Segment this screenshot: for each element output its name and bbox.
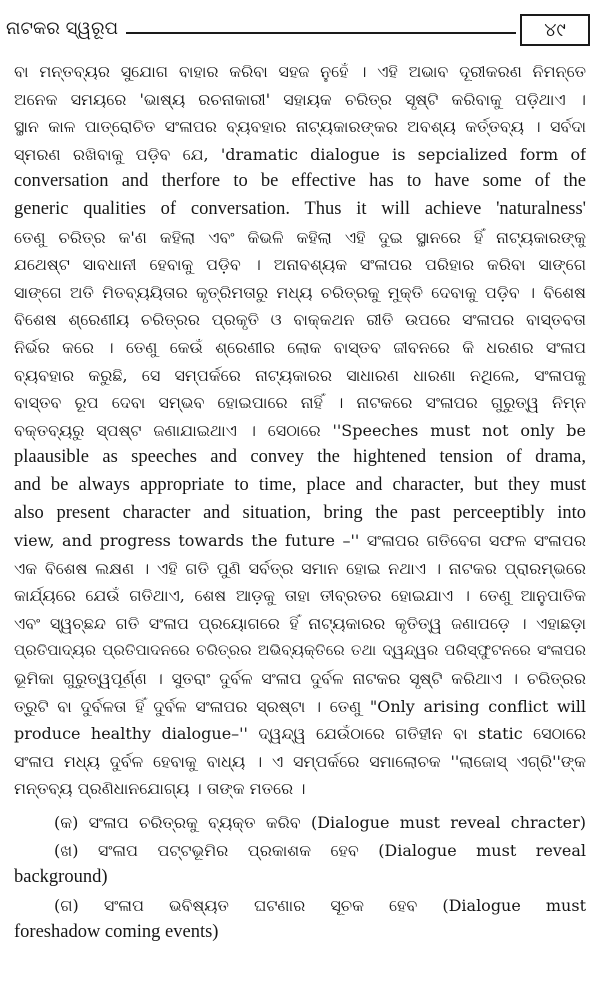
page-header (6, 14, 590, 48)
text-line: ବ୍ୟବହାର କରୁଛି, ସେ ସମ୍ପର୍କରେ ନାଟ୍ୟକାରର ସାଧାରଣ ଧାରଣା ନଥିଲେ, ସଂଳାପକୁ (14, 365, 586, 385)
running-head-title: ନାଟକର ସ୍ୱରୂପ (6, 18, 119, 39)
text-line: ପ୍ରତିପାଦ୍ୟର ପ୍ରତିପାଦନରେ ଚରିତ୍ରର ଅଭିବ୍ୟକ୍ତିରେ ତଥା ଦ୍ୱନ୍ଦ୍ୱର ପରିସ୍ଫୁଟନରେ ସଂଳାପର (14, 641, 586, 660)
text-line: plaausible as speeches and convey the hightened tension of drama, (14, 447, 586, 468)
text-line: ସ୍ଥାନ କାଳ ପାତ୍ରୋଚିତ ସଂଳାପର ବ୍ୟବହାର ନାଟ୍ୟକାରଙ୍କର ଅବଶ୍ୟ କର୍ତ୍ତବ୍ୟ । ସର୍ବଦା (14, 117, 586, 137)
text-line: and be always appropriate to time, place and character, but they must (14, 474, 586, 495)
text-line: view, and progress towards the future –'' ସଂଳାପର ଗତିବେଗ ସଫଳ ସଂଳାପର (14, 531, 586, 551)
list-item-continuation: foreshadow coming events) (14, 922, 219, 943)
text-line: ବା ମନ୍ତବ୍ୟର ସୁଯୋଗ ବାହାର କରିବା ସହଜ ନୁହେଁ । ଏହି ଅଭାବ ଦୂରୀକରଣ ନିମନ୍ତେ (14, 62, 586, 81)
text-line: ଭୂମିକା ଗୁରୁତ୍ୱପୂର୍ଣ୍ଣ । ସୁତରାଂ ଦୁର୍ବଳ ସଂଳାପ ଦୁର୍ବଳ ନାଟକର ସୃଷ୍ଟି କରିଥାଏ । ଚରିତ୍ରର (14, 669, 586, 689)
page-body (14, 58, 586, 947)
text-line: produce healthy dialogue–'' ଦ୍ୱନ୍ଦ୍ୱ ଯେଉଁଠାରେ ଗତିହୀନ ବା static ସେଠାରେ (14, 724, 586, 744)
text-line: ବକ୍ତବ୍ୟରୁ ସ୍ପଷ୍ଟ ଜଣାଯାଇଥାଏ । ସେଠାରେ ''Speeches must not only be (14, 420, 586, 440)
text-line: ଅନେକ ସମୟରେ 'ଭାଷ୍ୟ ରଚନାକାରୀ' ସହାୟକ ଚରିତ୍ର ସୃଷ୍ଟି କରିବାକୁ ପଡ଼ିଥାଏ । (14, 89, 586, 109)
text-line: ନିର୍ଭର କରେ । ତେଣୁ କେଉଁ ଶ୍ରେଣୀର ଲୋକ ବାସ୍ତବ ଜୀବନରେ କି ଧରଣର ସଂଳାପ (14, 337, 586, 357)
header-rule (126, 32, 516, 34)
text-line: ତେଣୁ ଚରିତ୍ର କ'ଣ କହିଲା ଏବଂ କିଭଳି କହିଲା ଏହି ଦୁଇ ସ୍ଥାନରେ ହିଁ ନାଟ୍ୟକାରଙ୍କୁ (14, 227, 586, 247)
list-item-continuation: background) (14, 867, 108, 888)
text-line: generic qualities of conversation. Thus it will achieve 'naturalness' (14, 198, 586, 219)
text-line: ମନ୍ତବ୍ୟ ପ୍ରଣିଧାନଯୋଗ୍ୟ । ତାଙ୍କ ମତରେ । (14, 779, 306, 799)
list-item: (କ) ସଂଳାପ ଚରିତ୍ରକୁ ବ୍ୟକ୍ତ କରିବ (Dialogue must reveal chracter) (54, 813, 586, 833)
text-line: ସ୍ମରଣ ରଖିବାକୁ ପଡ଼ିବ ଯେ, 'dramatic dialogue is sepcialized form of (14, 144, 586, 164)
list-item: (ଖ) ସଂଳାପ ପଟ୍ଟଭୂମିର ପ୍ରକାଶକ ହେବ (Dialogue must reveal (54, 840, 586, 860)
page-number: ୪୯ (520, 14, 590, 46)
text-line: ସାଙ୍ଗେ ଅତି ମିତବ୍ୟୟିତାର କୃତ୍ରିମତାରୁ ମଧ୍ୟ ଚରିତ୍ରକୁ ମୁକ୍ତି ଦେବାକୁ ପଡ଼ିବ । ବିଶେଷ (14, 282, 586, 302)
text-line: ତ୍ରୁଟି ବା ଦୁର୍ବଳତା ହିଁ ଦୁର୍ବଳ ସଂଳାପର ସ୍ରଷ୍ଟା । ତେଣୁ "Only arising conflict will (14, 696, 586, 716)
list-item: (ଗ) ସଂଳାପ ଭବିଷ୍ୟତ ଘଟଣାର ସୂଚକ ହେବ (Dialogue must (54, 895, 586, 915)
text-line: ଏକ ବିଶେଷ ଲକ୍ଷଣ । ଏହି ଗତି ପୁଣି ସର୍ବତ୍ର ସମାନ ହୋଇ ନଥାଏ । ନାଟକର ପ୍ରାରମ୍ଭରେ (14, 558, 586, 578)
text-line: ଏବଂ ସ୍ୱଚ୍ଛନ୍ଦ ଗତି ସଂଳାପ ପ୍ରୟୋଗରେ ହିଁ ନାଟ୍ୟକାରର କୃତିତ୍ୱ ଜଣାପଡ଼େ । ଏହାଛଡ଼ା (14, 613, 586, 633)
text-line: ସଂଳାପ ମଧ୍ୟ ଦୁର୍ବଳ ହେବାକୁ ବାଧ୍ୟ । ଏ ସମ୍ପର୍କରେ ସମାଲୋଚକ ''ଲାଜୋସ୍ ଏଗ୍ରି''ଙ୍କ (14, 751, 586, 771)
text-line: ଯଥେଷ୍ଟ ସାବଧାନୀ ହେବାକୁ ପଡ଼ିବ । ଅନାବଶ୍ୟକ ସଂଳାପର ପରିହାର କରିବା ସାଙ୍ଗେ (14, 255, 586, 275)
text-line: also present character and situation, bring the past perceeptibly into (14, 502, 586, 523)
text-line: conversation and therfore to be effective has to have some of the (14, 171, 586, 192)
text-line: କାର୍ଯ୍ୟରେ ଯେଉଁ ଗତିଥାଏ, ଶେଷ ଆଡ଼କୁ ତାହା ତୀବ୍ରତର ହୋଇଯାଏ । ତେଣୁ ଆନୁପାତିକ (14, 586, 586, 606)
text-line: ବାସ୍ତବ ରୂପ ଦେବା ସମ୍ଭବ ହୋଇପାରେ ନାହିଁ । ନାଟକରେ ସଂଳାପର ଗୁରୁତ୍ୱ ନିମ୍ନ (14, 393, 586, 413)
text-line: ବିଶେଷ ଶ୍ରେଣୀୟ ଚରିତ୍ରର ପ୍ରକୃତି ଓ ବାକ୍‌କଥନ ରୀତି ଉପରେ ସଂଳାପର ବାସ୍ତବତା (14, 310, 586, 330)
